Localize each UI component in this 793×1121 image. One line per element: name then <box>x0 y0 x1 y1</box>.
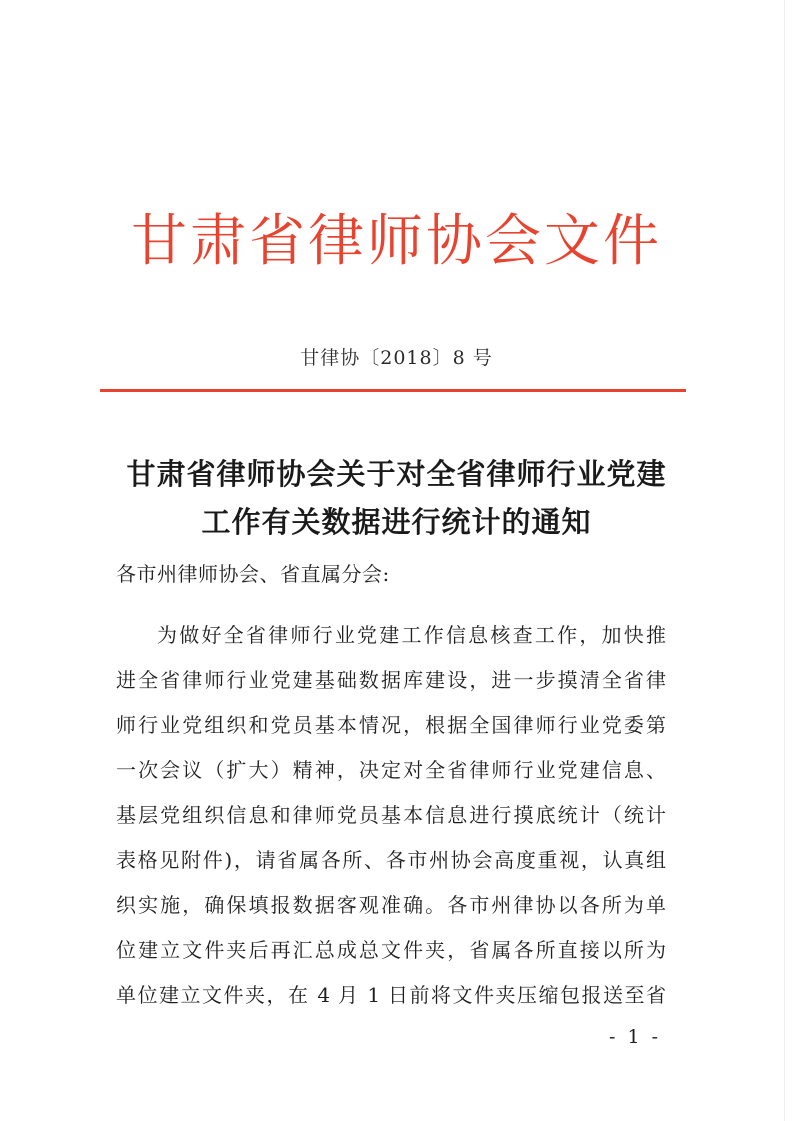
body-line: 位建立文件夹后再汇总成总文件夹，省属各所直接以所为 <box>116 938 666 962</box>
body-line: 基层党组织信息和律师党员基本信息进行摸底统计（统计 <box>116 803 666 827</box>
body-line: 一次会议（扩大）精神，决定对全省律师行业党建信息、 <box>116 758 666 782</box>
body-line: 进全省律师行业党建基础数据库建设，进一步摸清全省律 <box>116 668 666 692</box>
notice-title-line-2: 工作有关数据进行统计的通知 <box>201 505 592 539</box>
body-line: 单位建立文件夹，在 4 月 1 日前将文件夹压缩包报送至省 <box>116 983 666 1007</box>
document-header-title: 甘肃省律师协会文件 <box>131 209 662 274</box>
body-line: 表格见附件)，请省属各所、各市州协会高度重视，认真组 <box>116 848 666 872</box>
notice-title <box>0 450 793 546</box>
page-number: - 1 - <box>608 1026 661 1048</box>
body-line: 织实施，确保填报数据客观准确。各市州律协以各所为单 <box>116 893 666 917</box>
salutation: 各市州律师协会、省直属分会: <box>116 562 390 586</box>
red-divider-line <box>100 389 686 392</box>
notice-body <box>116 613 666 1018</box>
notice-title-line-1: 甘肃省律师协会关于对全省律师行业党建 <box>126 457 667 491</box>
scan-edge-line <box>784 0 785 1121</box>
document-number: 甘律协〔2018〕8 号 <box>300 347 493 369</box>
body-line: 为做好全省律师行业党建工作信息核查工作，加快推 <box>157 623 666 647</box>
body-line: 师行业党组织和党员基本情况，根据全国律师行业党委第 <box>116 713 666 737</box>
